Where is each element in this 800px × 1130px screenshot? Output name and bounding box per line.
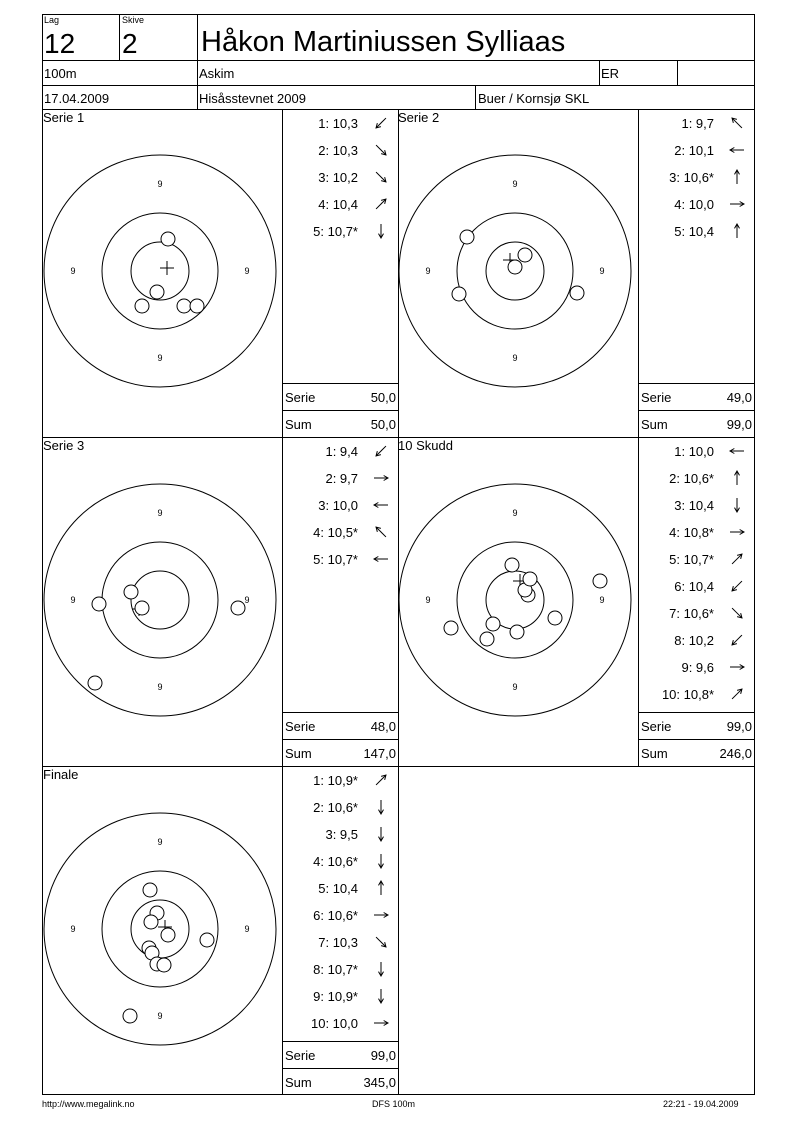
shot-hole [444,621,458,635]
shot-row [283,518,398,545]
sum-row [283,410,398,437]
shot-row [283,955,398,982]
arrow-s-icon [372,987,390,1005]
shot-hole [157,958,171,972]
lag-label: Lag [44,15,60,25]
shot-row [639,163,754,190]
shot-score: 5: 10,4 [318,881,358,896]
shot-score: 2: 9,7 [325,471,358,486]
serie-value: 99,0 [726,719,752,734]
shot-hole [161,928,175,942]
lag-value: 12 [44,28,76,59]
target-face [40,141,280,401]
shot-hole [231,601,245,615]
shot-score: 5: 10,7* [669,552,714,567]
ring-number: 9 [70,923,76,934]
shot-score: 1: 9,7 [681,116,714,131]
panel-title: Serie 3 [43,438,85,453]
shot-row [639,626,754,653]
header-vdivider-class [599,60,600,85]
shot-score: 5: 10,7* [313,552,358,567]
ring-number: 9 [157,1010,163,1021]
arrow-e-icon [728,658,746,676]
shot-row [283,766,398,793]
location: Buer / Kornsjø SKL [478,91,590,106]
shot-score: 4: 10,8* [669,525,714,540]
shot-hole [486,617,500,631]
ring-number: 9 [244,266,250,276]
header-vdivider-name [197,14,198,110]
shot-hole [161,232,175,246]
arrow-ne-icon [728,550,746,568]
target-face [395,470,635,730]
skive-label: Skive [122,15,145,25]
shot-score: 4: 10,0 [674,197,714,212]
ring-number: 9 [599,266,605,276]
sum-value: 50,0 [370,417,396,432]
shot-hole [135,601,149,615]
shot-score: 1: 10,3 [318,116,358,131]
footer-url[interactable]: http://www.megalink.no [42,1099,135,1109]
arrow-e-icon [728,523,746,541]
arrow-e-icon [372,906,390,924]
arrow-w-icon [372,496,390,514]
shot-list [282,437,399,766]
arrow-ne-icon [372,771,390,789]
shot-row [283,545,398,572]
arrow-s-icon [728,496,746,514]
shot-row [283,217,398,244]
ring-number: 9 [70,266,76,276]
arrow-e-icon [372,1014,390,1032]
serie-label: Serie [285,719,316,734]
shot-score: 3: 9,5 [325,827,358,842]
shot-score: 2: 10,6* [669,471,714,486]
shot-row [639,217,754,244]
sum-row [283,1068,398,1095]
shot-row [639,518,754,545]
sum-label: Sum [641,746,668,761]
shot-row [639,190,754,217]
shot-hole [510,625,524,639]
serie-value: 50,0 [370,390,396,405]
distance: 100m [44,66,77,81]
shot-score: 7: 10,3 [318,935,358,950]
shot-hole [548,611,562,625]
shot-score: 10: 10,8* [661,687,714,702]
arrow-s-icon [372,798,390,816]
shot-row [639,109,754,136]
shot-hole [200,933,214,947]
shot-row [283,464,398,491]
shot-row [283,982,398,1009]
shot-hole [480,632,494,646]
shot-hole [150,285,164,299]
shot-row [639,545,754,572]
ring-number: 9 [157,507,163,518]
target-ring-3 [131,571,189,629]
shot-list [638,437,755,766]
target-face [395,141,635,401]
ring-number: 9 [425,266,431,276]
shot-score: 3: 10,2 [318,170,358,185]
shot-score: 7: 10,6* [669,606,714,621]
serie-value: 48,0 [370,719,396,734]
shot-row [639,491,754,518]
shot-row [283,163,398,190]
shot-score: 1: 10,9* [313,773,358,788]
shot-score: 1: 9,4 [325,444,358,459]
shot-row [283,874,398,901]
shot-score: 6: 10,6* [313,908,358,923]
serie-value: 99,0 [370,1048,396,1063]
header-vdivider-lag [119,14,120,60]
arrow-n-icon [372,879,390,897]
shot-score: 5: 10,7* [313,224,358,239]
sum-label: Sum [285,1075,312,1090]
arrow-w-icon [728,442,746,460]
shot-row [283,901,398,928]
sum-label: Sum [285,746,312,761]
target-face [40,470,280,730]
target-ring-2 [102,542,218,658]
arrow-sw-icon [728,631,746,649]
shot-hole [190,299,204,313]
ring-number: 9 [157,836,163,847]
panel-title: Serie 1 [43,110,85,125]
sum-row [283,739,398,766]
arrow-nw-icon [372,523,390,541]
serie-value: 49,0 [726,390,752,405]
shot-hole [593,574,607,588]
panel-title: Serie 2 [398,110,440,125]
ring-number: 9 [512,507,518,518]
shot-score: 3: 10,6* [669,170,714,185]
shot-score: 3: 10,4 [674,498,714,513]
shot-score: 9: 9,6 [681,660,714,675]
panel-title: Finale [43,767,79,782]
shot-hole [124,585,138,599]
shot-row [283,928,398,955]
shot-hole [123,1009,137,1023]
shot-score: 8: 10,2 [674,633,714,648]
shot-hole [570,286,584,300]
serie-label: Serie [641,719,672,734]
shot-list [282,109,399,437]
shot-row [639,680,754,707]
sum-value: 246,0 [719,746,752,761]
shooter-name: Håkon Martiniussen Sylliaas [201,26,566,58]
shot-hole [88,676,102,690]
header-vdivider-class2 [677,60,678,85]
group-center-cross [160,261,174,275]
shot-score: 2: 10,3 [318,143,358,158]
shot-hole [518,248,532,262]
ring-number: 9 [157,353,163,363]
serie-row [283,1041,398,1068]
shot-row [639,572,754,599]
shot-score: 2: 10,1 [674,143,714,158]
arrow-w-icon [728,141,746,159]
shot-hole [460,230,474,244]
arrow-n-icon [728,469,746,487]
shot-score: 4: 10,6* [313,854,358,869]
ring-number: 9 [512,353,518,363]
footer-center: DFS 100m [372,1099,416,1109]
shot-row [283,793,398,820]
shot-hole [144,915,158,929]
shot-row [639,653,754,680]
arrow-se-icon [372,933,390,951]
shot-score: 8: 10,7* [313,962,358,977]
arrow-ne-icon [372,195,390,213]
shot-score: 4: 10,5* [313,525,358,540]
shot-score: 6: 10,4 [674,579,714,594]
ring-number: 9 [425,594,431,605]
arrow-se-icon [728,604,746,622]
skive-value: 2 [122,28,138,59]
ring-number: 9 [157,179,163,189]
shot-row [283,491,398,518]
shot-hole [143,883,157,897]
sum-label: Sum [285,417,312,432]
club: Askim [199,66,235,81]
arrow-n-icon [728,168,746,186]
ring-number: 9 [70,594,76,605]
shot-hole [508,260,522,274]
sum-row [639,410,754,437]
shot-row [639,136,754,163]
shot-hole [523,572,537,586]
arrow-s-icon [372,960,390,978]
event: Hisåsstevnet 2009 [199,91,306,106]
arrow-e-icon [372,469,390,487]
shot-hole [135,299,149,313]
ring-number: 9 [244,594,250,605]
arrow-w-icon [372,550,390,568]
header-vdivider-location [475,85,476,110]
shot-hole [177,299,191,313]
shot-row [283,847,398,874]
shot-list [638,109,755,437]
serie-label: Serie [285,1048,316,1063]
shot-row [639,437,754,464]
header-row2-divider [42,85,755,86]
shot-hole [505,558,519,572]
ring-number: 9 [512,681,518,692]
arrow-s-icon [372,825,390,843]
shot-score: 9: 10,9* [313,989,358,1004]
serie-label: Serie [641,390,672,405]
shot-score: 4: 10,4 [318,197,358,212]
shot-row [639,464,754,491]
shot-score: 1: 10,0 [674,444,714,459]
serie-label: Serie [285,390,316,405]
serie-row [639,383,754,410]
shot-row [283,136,398,163]
class: ER [601,66,620,81]
shot-row [639,599,754,626]
ring-number: 9 [512,179,518,189]
arrow-ne-icon [728,685,746,703]
serie-row [639,712,754,739]
shot-row [283,190,398,217]
header-row1-divider [42,60,755,61]
serie-row [283,383,398,410]
shot-row [283,820,398,847]
arrow-s-icon [372,222,390,240]
arrow-se-icon [372,141,390,159]
shot-score: 2: 10,6* [313,800,358,815]
arrow-se-icon [372,168,390,186]
shot-hole [92,597,106,611]
arrow-e-icon [728,195,746,213]
ring-number: 9 [157,681,163,692]
date: 17.04.2009 [44,91,110,106]
sum-value: 147,0 [363,746,396,761]
shot-row [283,1009,398,1036]
footer-timestamp: 22:21 - 19.04.2009 [663,1099,739,1109]
sum-value: 99,0 [726,417,752,432]
arrow-nw-icon [728,114,746,132]
target-face [40,799,280,1059]
sum-label: Sum [641,417,668,432]
serie-row [283,712,398,739]
shot-row [283,437,398,464]
shot-score: 10: 10,0 [311,1016,358,1031]
ring-number: 9 [244,923,250,934]
panel-title: 10 Skudd [398,438,453,453]
arrow-sw-icon [728,577,746,595]
shot-list [282,766,399,1095]
shot-hole [452,287,466,301]
arrow-s-icon [372,852,390,870]
shot-score: 3: 10,0 [318,498,358,513]
arrow-n-icon [728,222,746,240]
sum-row [639,739,754,766]
shot-row [283,109,398,136]
shot-score: 5: 10,4 [674,224,714,239]
ring-number: 9 [599,594,605,605]
arrow-sw-icon [372,442,390,460]
arrow-sw-icon [372,114,390,132]
sum-value: 345,0 [363,1075,396,1090]
